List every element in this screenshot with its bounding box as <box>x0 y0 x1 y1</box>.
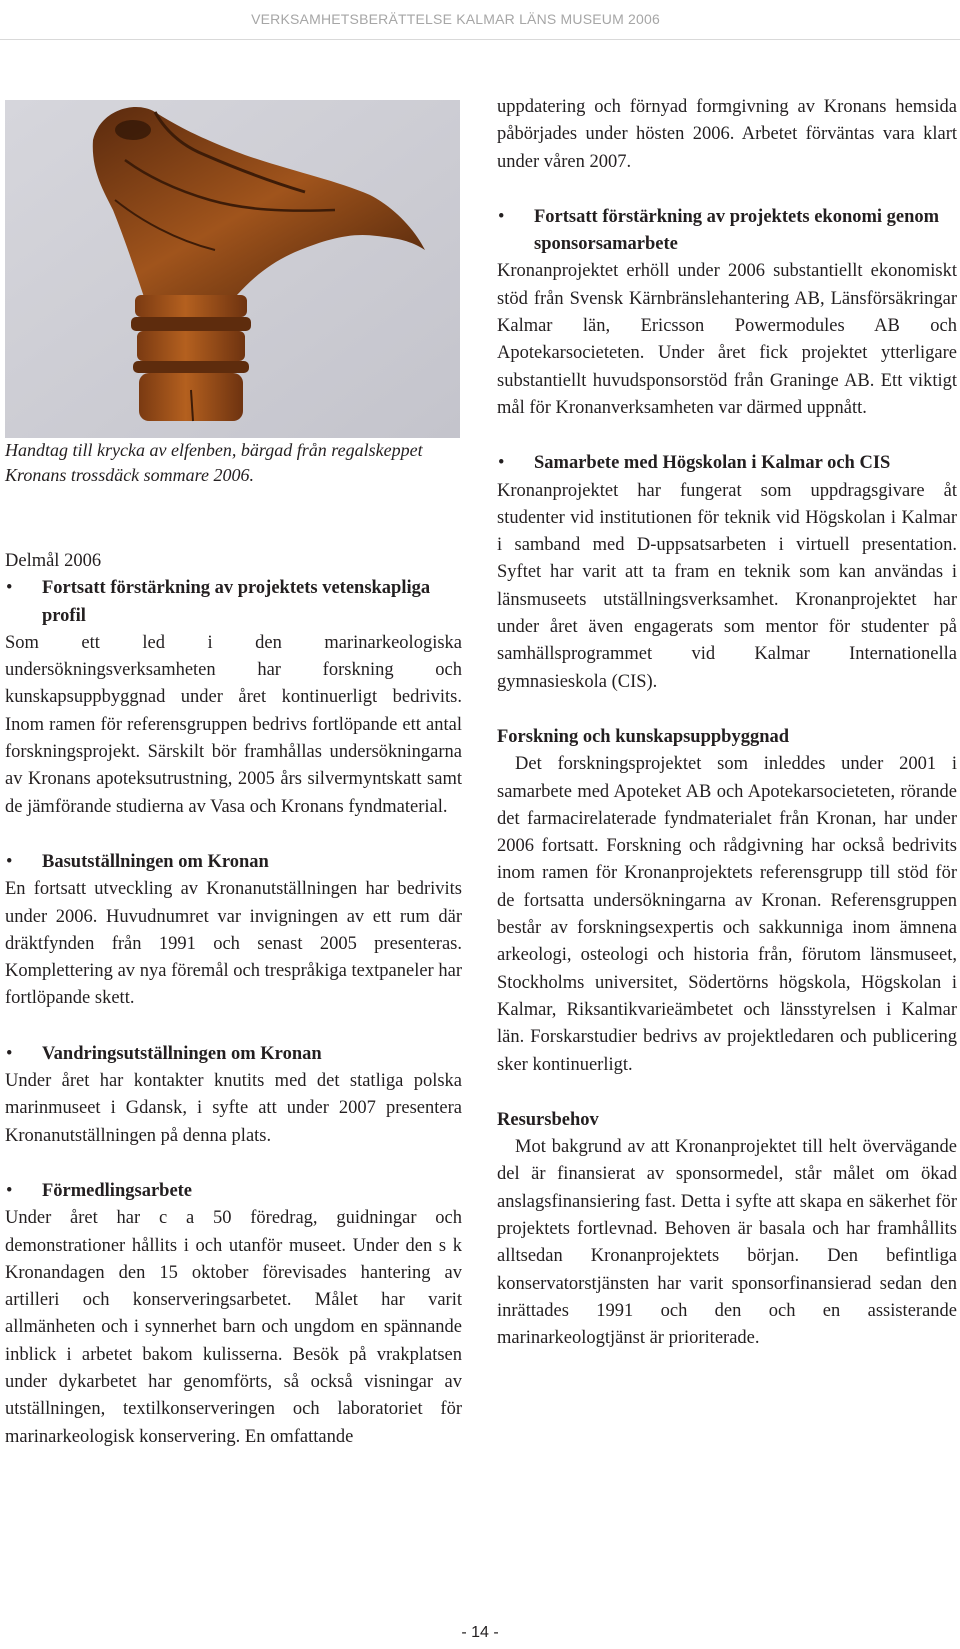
bullet-heading-text: Basutställningen om Kronan <box>42 851 269 872</box>
bullet-icon: • <box>6 578 13 599</box>
bullet-body: Kronanprojektet har fungerat som uppdragsgivare åt studenter vid institutionen för teknik vid Högskolan i Kalmar i samband med D-uppsatsarbeten i virtuell presentation. Syftet har varit att ta fram en teknik som kan användas i länsmuseets utställningsverksamhet. Kronanprojektet har under året även engagerats som mentor för studenter på samhällsprogrammet vid Kalmar Internationella gymnasieskola (CIS). <box>497 480 957 692</box>
bullet-heading-text: Vandringsutställningen om Kronan <box>42 1043 322 1064</box>
bullet-item <box>497 204 957 422</box>
bullet-item <box>5 1178 462 1451</box>
bullet-body: Under året har c a 50 föredrag, guidningar och demonstrationer hållits i och utanför museet. Under den s k Kronandagen den 15 oktober förevisades hantering av artilleri och konserveringsarbetet. Målet har varit allmänheten och i synnerhet barn och ungdom en spännande inblick i arbetet bakom kulisserna. Besök på vrakplatsen under dykarbetet har genomförts, så också visningar av utställningen, textilkonserveringen och laboratoriet för marinarkeologisk konservering. En omfattande <box>5 1208 462 1447</box>
bullet-body: Kronanprojektet erhöll under 2006 substantiellt ekonomiskt stöd från Svensk Kärnbränslehantering AB, Länsförsäkringar Kalmar län, Ericsson Powermodules AB och Apotekarsocieteten. Under året fick projektet ytterligare substantiellt huvudsponsorstöd från Graninge AB. Ett viktigt mål för Kronanverksamheten var därmed uppnått. <box>497 261 957 418</box>
page-number: - 14 - <box>461 1624 499 1641</box>
bullet-icon: • <box>498 453 505 474</box>
section-heading: Forskning och kunskapsuppbyggnad <box>497 726 790 747</box>
bullet-heading <box>5 1041 462 1068</box>
bullet-body: Under året har kontakter knutits med det statliga polska marinmuseet i Gdansk, i syfte att under 2007 presentera Kronanutställningen på denna plats. <box>5 1071 462 1146</box>
bullet-item <box>5 575 462 821</box>
bullet-item <box>497 450 957 696</box>
bullet-icon: • <box>6 1180 13 1201</box>
left-column <box>5 548 462 1479</box>
cane-handle-illustration <box>5 100 460 438</box>
section <box>497 724 957 1079</box>
bullet-body: En fortsatt utveckling av Kronanutställningen har bedrivits under 2006. Huvudnumret var invigningen av ett rum där dräktfynden från 1991 och senast 2005 presenteras. Komplettering av nya föremål och trespråkiga textpaneler har fortlöpande skett. <box>5 879 462 1009</box>
section <box>497 1107 957 1353</box>
bullet-heading <box>5 1178 462 1205</box>
section-body: Det forskningsprojektet som inleddes under 2001 i samarbete med Apoteket AB och Apotekarsocieteten, rörande det farmacirelaterade fyndmaterialet från Kronan, har under 2006 fortsatt. Forskning och rådgivning har också bedrivits inom ramen för Kronanprojektets referensgrupp till stöd för de fortsatta undersökningarna av Kronan. Referensgruppen består av forskningsexpertis och sakkunniga inom ämnena arkeologi, osteologi och historia från, förutom länsmuseet, Stockholms universitet, Södertörns högskola, Högskolan i Kalmar, Riksantikvarieämbetet och länsstyrelsen i Kalmar län. Forskarstudier bedrivs av projektledaren och publicering sker kontinuerligt. <box>497 754 957 1075</box>
bullet-icon: • <box>6 1043 13 1064</box>
figure-caption: Handtag till krycka av elfenben, bärgad från regalskeppet Kronans trossdäck sommare 2006. <box>5 440 423 485</box>
bullet-heading-text: Fortsatt förstärkning av projektets vetenskapliga profil <box>42 578 431 626</box>
continued-paragraph: uppdatering och förnyad formgivning av Kronans hemsida påbörjades under hösten 2006. Arbetet förväntas vara klart under våren 2007. <box>497 97 957 172</box>
section-body: Mot bakgrund av att Kronanprojektet till helt övervägande del är finansierat av sponsormedel, står målet om ökad anslagsfinansiering fast. Detta i syfte att skapa en säkerhet för projektets fortlevnad. Behoven är basala och har framhållits alltsedan Kronanprojektets början. Den befintliga konservatorstjänsten har varit sponsorfinansierad sedan den inrättades 1991 och den och en assisterande marinarkeologtjänst är prioriterade. <box>497 1137 957 1349</box>
bullet-heading-text: Samarbete med Högskolan i Kalmar och CIS <box>534 453 891 474</box>
running-header: VERKSAMHETSBERÄTTELSE KALMAR LÄNS MUSEUM 2006 <box>0 0 960 40</box>
subtitle-delmal: Delmål 2006 <box>5 551 102 571</box>
cane-handle-photo <box>5 100 460 438</box>
bullet-heading <box>5 575 462 630</box>
bullet-heading-text: Förmedlingsarbete <box>42 1180 193 1201</box>
bullet-icon: • <box>6 851 13 872</box>
bullet-item <box>5 849 462 1013</box>
bullet-item <box>5 1041 462 1150</box>
section-heading: Resursbehov <box>497 1109 599 1130</box>
bullet-heading <box>497 450 957 477</box>
bullet-heading <box>5 849 462 876</box>
bullet-body: Som ett led i den marinarkeologiska undersökningsverksamheten har forskning och kunskapsuppbyggnad under året kontinuerligt bedrivits. Inom ramen för referensgruppen bedrivs fortlöpande ett antal forskningsprojekt. Särskilt bör framhållas undersökningarna av Kronans apoteksutrustning, 2005 års silvermyntskatt samt de jämförande studierna av Vasa och Kronans fyndmaterial. <box>5 632 462 817</box>
right-column <box>497 94 957 1380</box>
bullet-heading-text: Fortsatt förstärkning av projektets ekonomi genom sponsorsamarbete <box>534 206 940 255</box>
bullet-icon: • <box>498 206 505 227</box>
bullet-heading <box>497 204 957 259</box>
